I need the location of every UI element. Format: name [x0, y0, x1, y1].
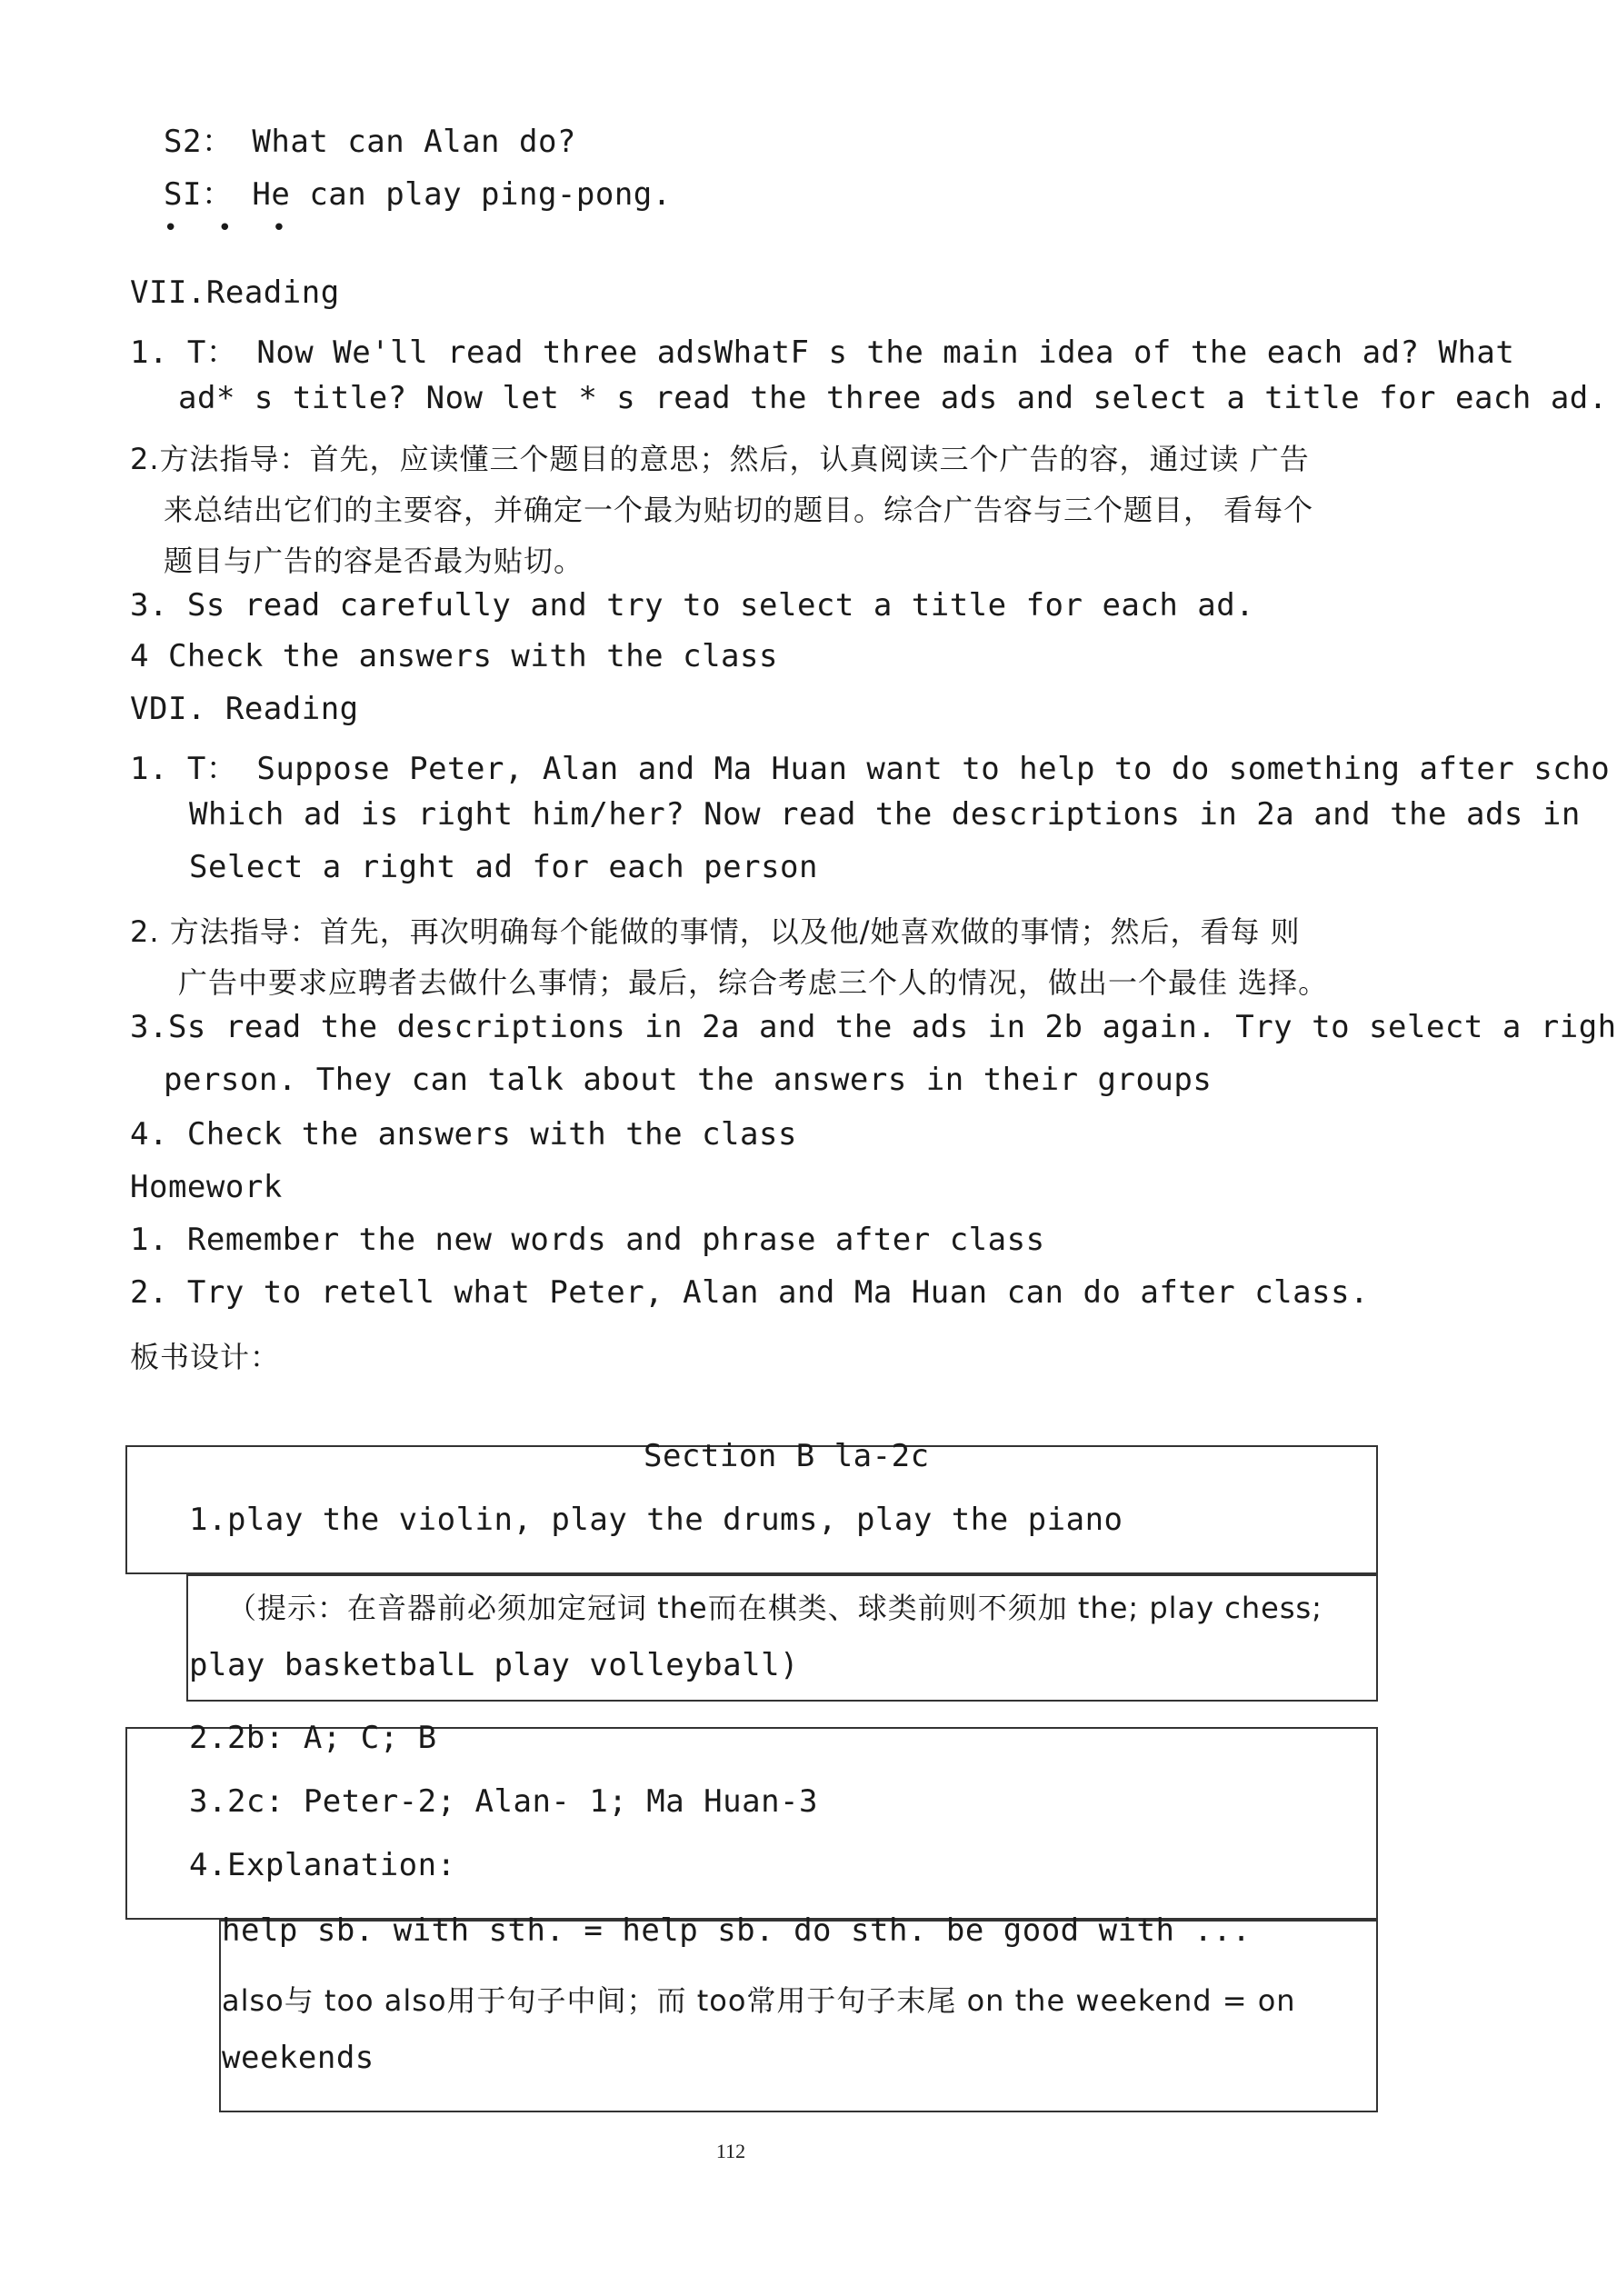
reading1-item2-line2: 来总结出它们的主要容，并确定一个最为贴切的题目。综合广告容与三个题目， 看每个: [164, 493, 1314, 527]
homework-heading: Homework: [130, 1169, 283, 1205]
reading2-item3-line2: person. They can talk about the answers in their groups: [164, 1062, 1213, 1098]
reading2-item4: 4. Check the answers with the class: [130, 1116, 797, 1153]
reading2-item2-line1: 2. 方法指导：首先，再次明确每个能做的事情，以及他/她喜欢做的事情；然后，看每 则: [130, 914, 1301, 949]
board-line-4: 4.Explanation:: [189, 1847, 456, 1883]
board-line-2: 2.2b: A; C; B: [189, 1720, 437, 1756]
reading2-item1-line2: Which ad is right him/her? Now read the descriptions in 2a and the ads in: [189, 796, 1581, 833]
board-line-3: 3.2c: Peter-2; Alan- 1; Ma Huan-3: [189, 1783, 819, 1820]
homework-item2: 2. Try to retell what Peter, Alan and Ma Huan can do after class.: [130, 1274, 1370, 1311]
reading2-item2-line2: 广告中要求应聘者去做什么事情；最后，综合考虑三个人的情况，做出一个最佳 选择。: [178, 965, 1329, 1000]
board-tip-line1: （提示：在音器前必须加定冠词 the而在棋类、球类前则不须加 the; play chess;: [227, 1591, 1323, 1625]
reading1-item2-line3: 题目与广告的容是否最为贴切。: [164, 544, 584, 578]
reading1-item4: 4 Check the answers with the class: [130, 638, 778, 674]
section-heading-reading-1: VII.Reading: [130, 275, 340, 311]
reading1-item1-line1: 1. T： Now We'll read three adsWhatF s the main idea of the each ad? What: [130, 334, 1515, 371]
board-explanation-line2: also与 too also用于句子中间；而 too常用于句子末尾 on the weekend = on: [222, 1983, 1296, 2018]
board-explanation-line3: weekends: [222, 2040, 374, 2076]
reading1-item3: 3. Ss read carefully and try to select a title for each ad.: [130, 587, 1255, 624]
reading2-item3-line1: 3.Ss read the descriptions in 2a and the ads in 2b again. Try to select a righ: [130, 1009, 1617, 1045]
board-title: Section B la-2c: [644, 1438, 930, 1474]
dialog-s2: S2： What can Alan do?: [164, 124, 576, 160]
dialog-s1: SI： He can play ping-pong.: [164, 176, 672, 213]
reading2-item1-line1: 1. T： Suppose Peter, Alan and Ma Huan want to help to do something after scho: [130, 751, 1611, 787]
ellipsis-dots: • • •: [164, 215, 303, 242]
board-tip-line2: play basketbalL play volleyball): [189, 1647, 800, 1683]
board-design-heading: 板书设计：: [130, 1340, 281, 1374]
board-explanation-line1: help sb. with sth. = help sb. do sth. be good with ...: [222, 1912, 1252, 1949]
section-heading-reading-2: VDI. Reading: [130, 691, 359, 727]
homework-item1: 1. Remember the new words and phrase after class: [130, 1222, 1045, 1258]
reading1-item1-line2: ad* s title? Now let * s read the three ads and select a title for each ad.: [178, 380, 1608, 416]
board-line-1: 1.play the violin, play the drums, play the piano: [189, 1502, 1123, 1538]
reading1-item2-line1: 2.方法指导：首先，应读懂三个题目的意思；然后，认真阅读三个广告的容，通过读 广告: [130, 442, 1310, 476]
reading2-item1-line3: Select a right ad for each person: [189, 849, 819, 885]
page-number: 112: [715, 2140, 746, 2162]
